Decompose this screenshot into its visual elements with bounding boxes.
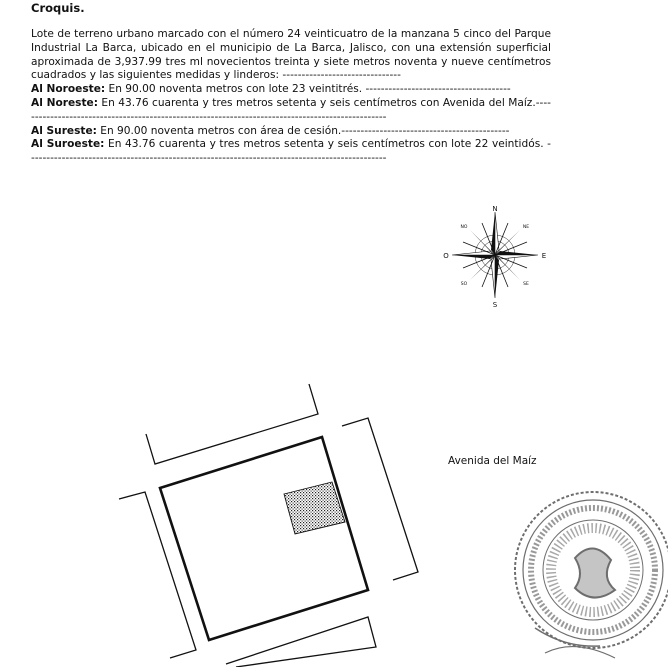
street-label: Avenida del Maíz <box>448 455 537 467</box>
boundary-southeast <box>31 125 551 139</box>
boundary-label: Al Suroeste: <box>31 138 105 151</box>
compass-nw-label: NO <box>460 225 468 230</box>
boundary-text: En 90.00 noventa metros con área de cesión.-------------------------------------------- <box>96 124 510 137</box>
boundary-northeast <box>31 97 551 125</box>
official-seal-stamp <box>505 478 668 667</box>
boundary-northwest <box>31 83 551 97</box>
boundary-label: Al Sureste: <box>31 124 97 137</box>
boundary-label: Al Noroeste: <box>31 83 106 96</box>
boundary-text: En 90.00 noventa metros con lote 23 veintitrés. -------------------------------------- <box>105 83 511 96</box>
compass-north-label: N <box>492 205 498 213</box>
boundary-text: En 43.76 cuarenta y tres metros setenta y seis centímetros con Avenida del Maíz.------------------------------------------------------------------------------------------------- <box>31 96 552 123</box>
boundary-label: Al Noreste: <box>31 96 98 109</box>
compass-rose-icon <box>440 200 550 310</box>
compass-ne-label: NE <box>522 225 530 230</box>
compass-se-label: SE <box>523 282 529 287</box>
compass-south-label: S <box>492 301 498 309</box>
compass-east-label: E <box>541 252 547 260</box>
lot-description: Lote de terreno urbano marcado con el número 24 veinticuatro de la manzana 5 cinco del Parque Industrial La Barca, ubicado en el municipio de La Barca, Jalisco, con una extensión superficial aproximada de 3,937.99 tres ml novecientos treinta y siete metros noventa y nueve centímetros cuadrados y las siguientes medidas y linderos: ------------------------------- <box>31 28 551 82</box>
boundary-southwest <box>31 138 551 166</box>
page-title: Croquis. <box>31 1 85 15</box>
boundary-text: En 43.76 cuarenta y tres metros setenta y seis centímetros con lote 22 veintidós. ---------------------------------------------------------------------------------------------- <box>31 138 551 165</box>
lot-description-block <box>31 28 551 166</box>
compass-west-label: O <box>443 252 449 260</box>
lot-24-outline <box>160 437 368 640</box>
compass-sw-label: SO <box>460 282 468 287</box>
